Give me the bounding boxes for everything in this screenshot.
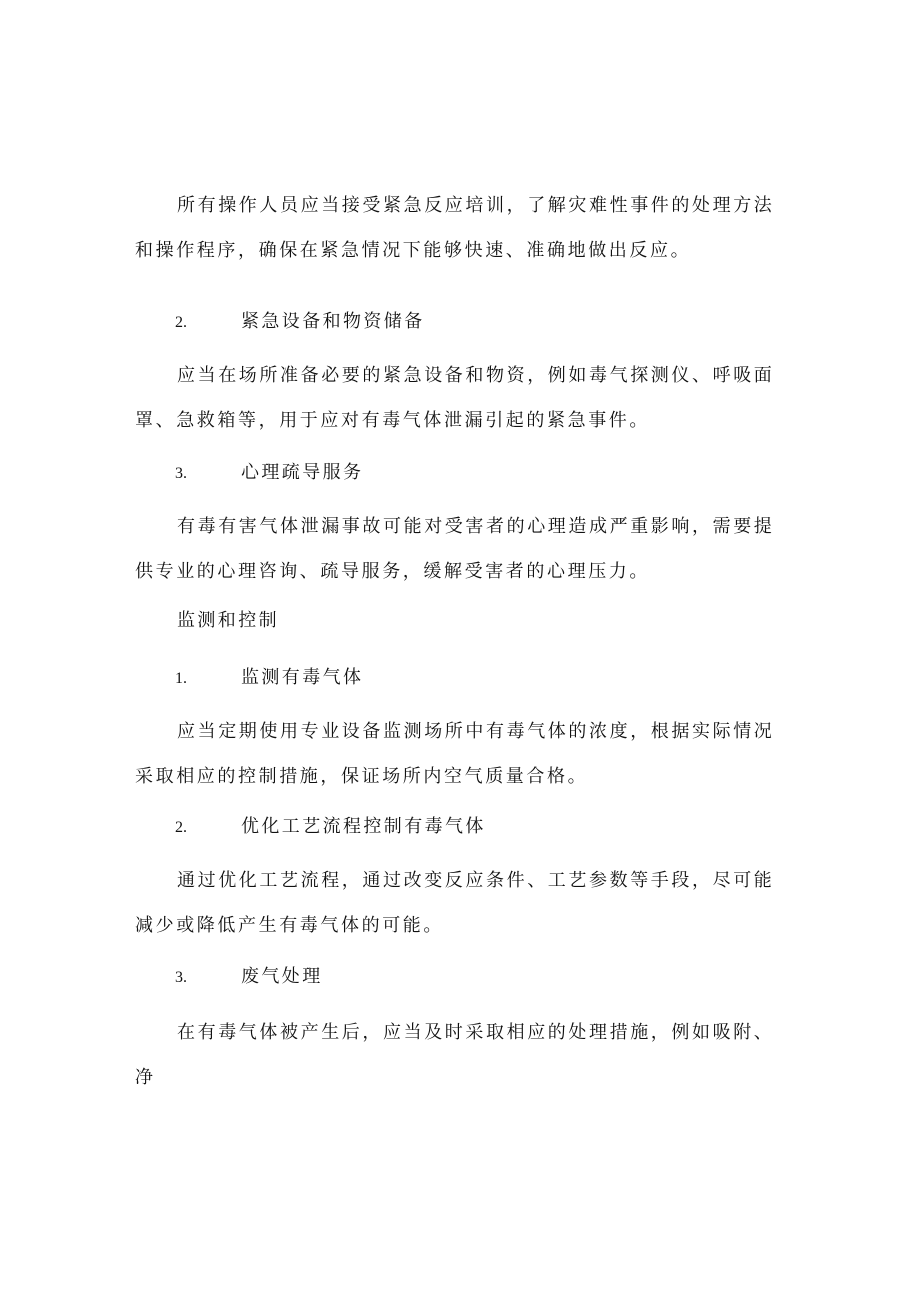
section-title-monitoring: 监测和控制	[177, 610, 279, 631]
paragraph-emergency-equipment: 应当在场所准备必要的紧急设备和物资，例如毒气探测仪、呼吸面罩、急救箱等，用于应对有毒气体泄漏引起的紧急事件。	[135, 365, 775, 431]
paragraph-waste-gas: 在有毒气体被产生后，应当及时采取相应的处理措施，例如吸附、净	[135, 1022, 775, 1088]
paragraph-optimize-process: 通过优化工艺流程，通过改变反应条件、工艺参数等手段，尽可能减少或降低产生有毒气体的可能。	[135, 870, 775, 936]
heading-text: 优化工艺流程控制有毒气体	[241, 816, 486, 837]
heading-psychological-service	[175, 458, 363, 489]
heading-optimize-process	[175, 812, 486, 843]
heading-number: 3.	[175, 465, 187, 482]
heading-text: 紧急设备和物资储备	[241, 311, 425, 332]
heading-emergency-equipment	[175, 307, 425, 338]
paragraph-monitor-gas: 应当定期使用专业设备监测场所中有毒气体的浓度，根据实际情况采取相应的控制措施，保证场所内空气质量合格。	[135, 721, 775, 787]
heading-number: 3.	[175, 969, 187, 986]
heading-number: 1.	[175, 670, 187, 687]
heading-text: 监测有毒气体	[241, 667, 364, 688]
paragraph-emergency-training: 所有操作人员应当接受紧急反应培训，了解灾难性事件的处理方法和操作程序，确保在紧急情况下能够快速、准确地做出反应。	[135, 195, 775, 261]
heading-waste-gas	[175, 962, 323, 993]
heading-text: 废气处理	[241, 966, 323, 987]
heading-monitor-gas	[175, 663, 363, 694]
paragraph-psychological-service: 有毒有害气体泄漏事故可能对受害者的心理造成严重影响，需要提供专业的心理咨询、疏导服务，缓解受害者的心理压力。	[135, 516, 775, 582]
heading-number: 2.	[175, 314, 187, 331]
heading-number: 2.	[175, 819, 187, 836]
heading-text: 心理疏导服务	[241, 462, 364, 483]
